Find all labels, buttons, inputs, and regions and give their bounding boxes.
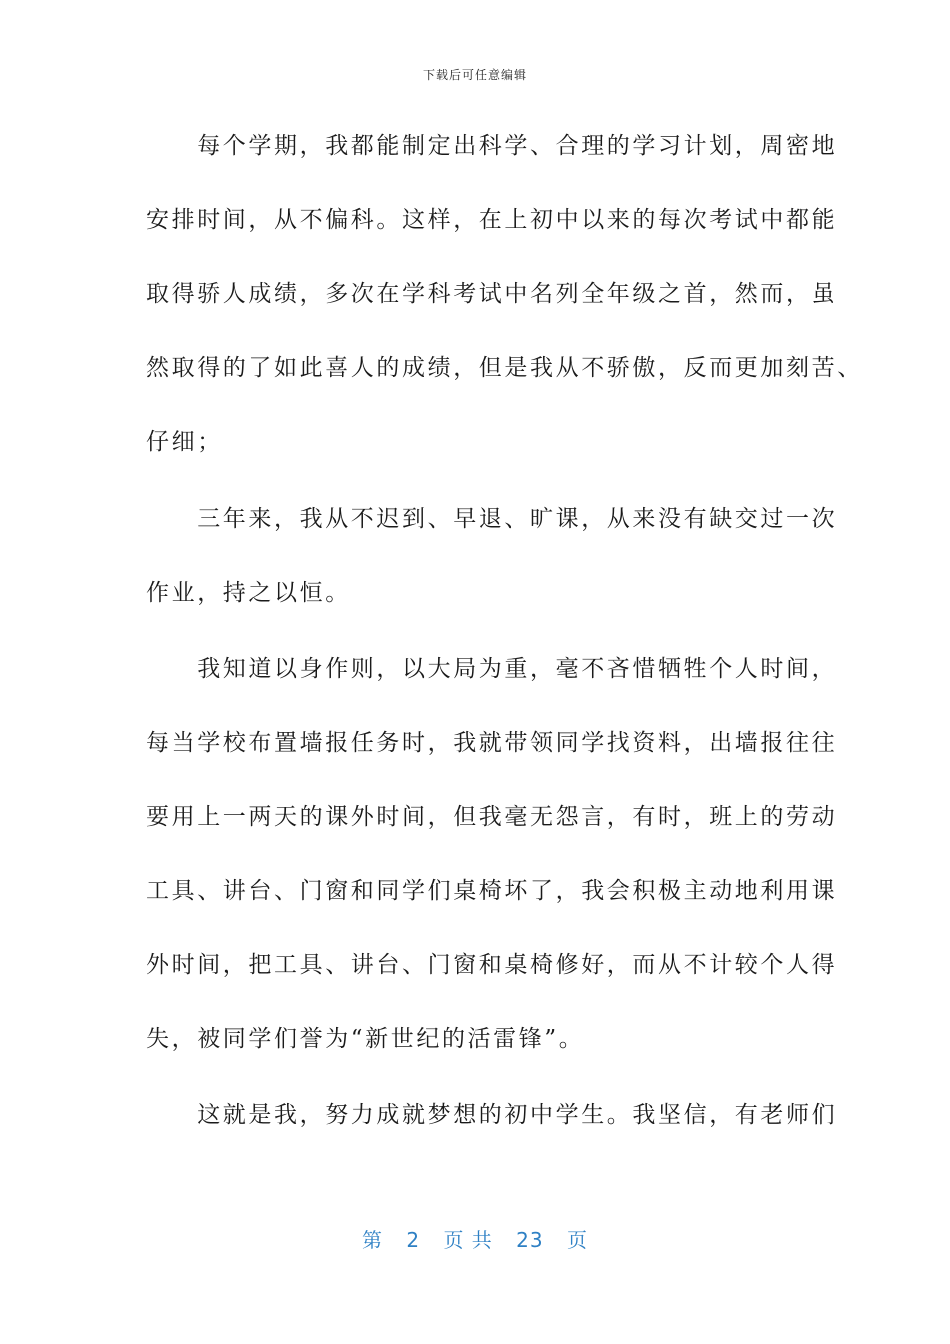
text-line: 这就是我，努力成就梦想的初中学生。我坚信，有老师们 bbox=[146, 1102, 838, 1128]
footer-middle: 页 共 bbox=[443, 1228, 493, 1252]
text-line: 安排时间，从不偏科。这样，在上初中以来的每次考试中都能 bbox=[146, 207, 838, 233]
text-line: 工具、讲台、门窗和同学们桌椅坏了，我会积极主动地利用课 bbox=[146, 878, 838, 904]
text-line: 我知道以身作则，以大局为重，毫不吝惜牺牲个人时间， bbox=[146, 656, 838, 682]
text-line: 取得骄人成绩，多次在学科考试中名列全年级之首，然而，虽 bbox=[146, 281, 838, 307]
text-line: 每当学校布置墙报任务时，我就带领同学找资料，出墙报往往 bbox=[146, 730, 838, 756]
total-pages-number: 23 bbox=[516, 1228, 544, 1252]
text-line: 然取得的了如此喜人的成绩，但是我从不骄傲，反而更加刻苦、 bbox=[146, 355, 863, 381]
text-line: 外时间，把工具、讲台、门窗和桌椅修好，而从不计较个人得 bbox=[146, 952, 838, 978]
text-line: 三年来，我从不迟到、早退、旷课，从来没有缺交过一次 bbox=[146, 506, 838, 532]
text-line: 要用上一两天的课外时间，但我毫无怨言，有时，班上的劳动 bbox=[146, 804, 838, 830]
text-line: 仔细； bbox=[146, 429, 223, 455]
current-page-number: 2 bbox=[406, 1228, 421, 1252]
text-line: 作业，持之以恒。 bbox=[146, 580, 351, 606]
text-line: 失，被同学们誉为“新世纪的活雷锋”。 bbox=[146, 1026, 585, 1052]
page-header: 下载后可任意编辑 bbox=[422, 68, 527, 82]
page-footer bbox=[0, 1224, 950, 1253]
footer-suffix: 页 bbox=[566, 1228, 588, 1252]
footer-prefix: 第 bbox=[362, 1228, 383, 1252]
text-line: 每个学期，我都能制定出科学、合理的学习计划，周密地 bbox=[146, 133, 838, 159]
